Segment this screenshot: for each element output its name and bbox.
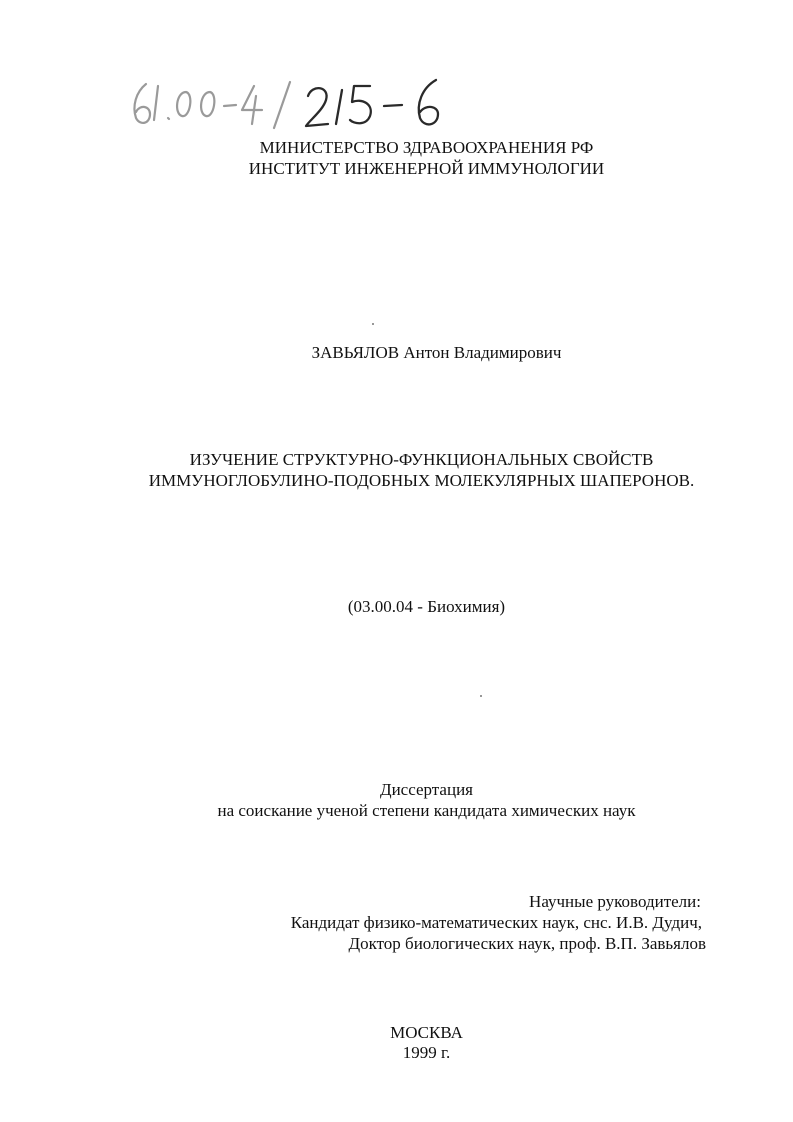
supervisor-item: Доктор биологических наук, проф. В.П. Завьялов xyxy=(348,934,706,953)
scan-speck xyxy=(480,695,482,697)
thesis-title-line-1: ИЗУЧЕНИЕ СТРУКТУРНО-ФУНКЦИОНАЛЬНЫХ СВОЙСТВ xyxy=(189,450,654,469)
specialty-code: (03.00.04 - Биохимия) xyxy=(347,597,506,616)
scan-speck xyxy=(372,323,374,325)
degree-description: на соискание ученой степени кандидата химических наук xyxy=(217,801,636,820)
handwritten-catalogue-mark xyxy=(128,74,458,138)
ministry-name: МИНИСТЕРСТВО ЗДРАВООХРАНЕНИЯ РФ xyxy=(259,138,594,157)
supervisors-heading: Научные руководители: xyxy=(529,892,701,911)
city: МОСКВА xyxy=(390,1023,463,1042)
supervisors-block xyxy=(290,891,706,954)
thesis-title-line-2: ИММУНОГЛОБУЛИНО-ПОДОБНЫХ МОЛЕКУЛЯРНЫХ ШАПЕРОНОВ. xyxy=(148,471,695,490)
document-type: Диссертация xyxy=(379,780,473,799)
author-name: ЗАВЬЯЛОВ Антон Владимирович xyxy=(311,343,562,362)
year: 1999 г. xyxy=(402,1043,451,1062)
supervisor-item: Кандидат физико-математических наук, снс. И.В. Дудич, xyxy=(290,913,702,932)
institute-name: ИНСТИТУТ ИНЖЕНЕРНОЙ ИММУНОЛОГИИ xyxy=(248,159,605,178)
